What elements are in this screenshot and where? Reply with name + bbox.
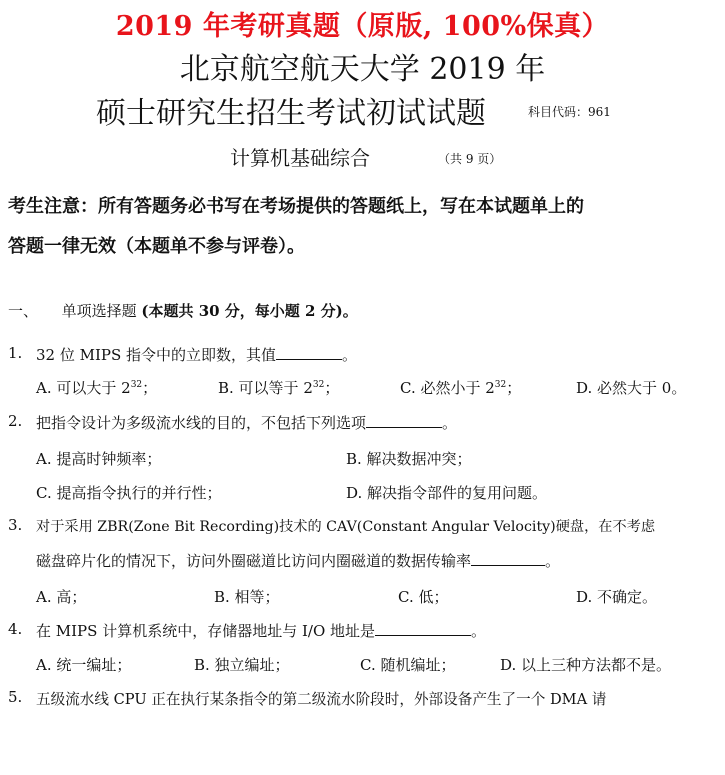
q2-option-c: C. 提高指令执行的并行性； (36, 484, 222, 502)
question-number: 2. (8, 412, 23, 430)
university-title: 北京航空航天大学 2019 年 (179, 52, 546, 87)
exam-title: 硕士研究生招生考试初试试题 (96, 96, 486, 131)
q2-option-b: B. 解决数据冲突； (346, 450, 472, 468)
notice-line-2: 答题一律无效（本题单不参与评卷）。 (8, 236, 305, 257)
question-text: 32 位 MIPS 指令中的立即数，其值 。 (36, 346, 358, 364)
subject-name: 计算机基础综合 (230, 146, 370, 170)
q4-option-a: A. 统一编址； (36, 656, 132, 674)
q1-option-a: A. 可以大于 $2^{32}$； (36, 379, 158, 397)
q2-option-a: A. 提高时钟频率； (36, 450, 162, 468)
subject-code: 科目代码：961 (528, 105, 611, 119)
notice-line-1: 考生注意：所有答题务必书写在考场提供的答题纸上，写在本试题单上的 (8, 196, 584, 217)
section-heading (8, 300, 358, 321)
answer-blank (366, 413, 442, 428)
q1-option-d: D. 必然大于 0。 (576, 379, 687, 397)
answer-blank (471, 551, 545, 566)
q1-option-b: B. 可以等于 $2^{32}$； (218, 379, 340, 397)
q4-option-d: D. 以上三种方法都不是。 (500, 656, 672, 674)
answer-blank (276, 345, 342, 360)
question-text: 对于采用 ZBR(Zone Bit Recording)技术的 CAV(Constant Angular Velocity)硬盘，在不考虑 (36, 519, 656, 535)
question-number: 3. (8, 516, 23, 534)
q3-option-b: B. 相等； (214, 588, 280, 606)
q3-option-a: A. 高； (36, 588, 87, 606)
section-rule: (本题共 30 分，每小题 2 分)。 (141, 302, 358, 320)
q4-option-b: B. 独立编址； (194, 656, 290, 674)
q2-option-d: D. 解决指令部件的复用问题。 (346, 484, 548, 502)
question-text: 把指令设计为多级流水线的目的，不包括下列选项 。 (36, 414, 458, 432)
question-number: 5. (8, 688, 23, 706)
question-3-line-2: 磁盘碎片化的情况下，访问外圈磁道比访问内圈磁道的数据传输率 。 (36, 552, 561, 570)
question-number: 4. (8, 620, 23, 638)
question-text: 五级流水线 CPU 正在执行某条指令的第二级流水阶段时，外部设备产生了一个 DMA 请 (36, 691, 607, 708)
question-text: 在 MIPS 计算机系统中，存储器地址与 I/O 地址是 。 (36, 622, 487, 640)
question-number: 1. (8, 344, 23, 362)
watermark-banner: 2019 年考研真题（原版, 100%保真） (115, 11, 610, 42)
page-count: （共 9 页） (438, 152, 502, 166)
answer-blank (375, 621, 471, 636)
q1-option-c: C. 必然小于 $2^{32}$； (400, 379, 522, 397)
section-title: 单项选择题 (61, 302, 137, 320)
q3-option-c: C. 低； (398, 588, 449, 606)
section-number: 一、 (8, 302, 39, 320)
q4-option-c: C. 随机编址； (360, 656, 456, 674)
q3-option-d: D. 不确定。 (576, 588, 658, 606)
